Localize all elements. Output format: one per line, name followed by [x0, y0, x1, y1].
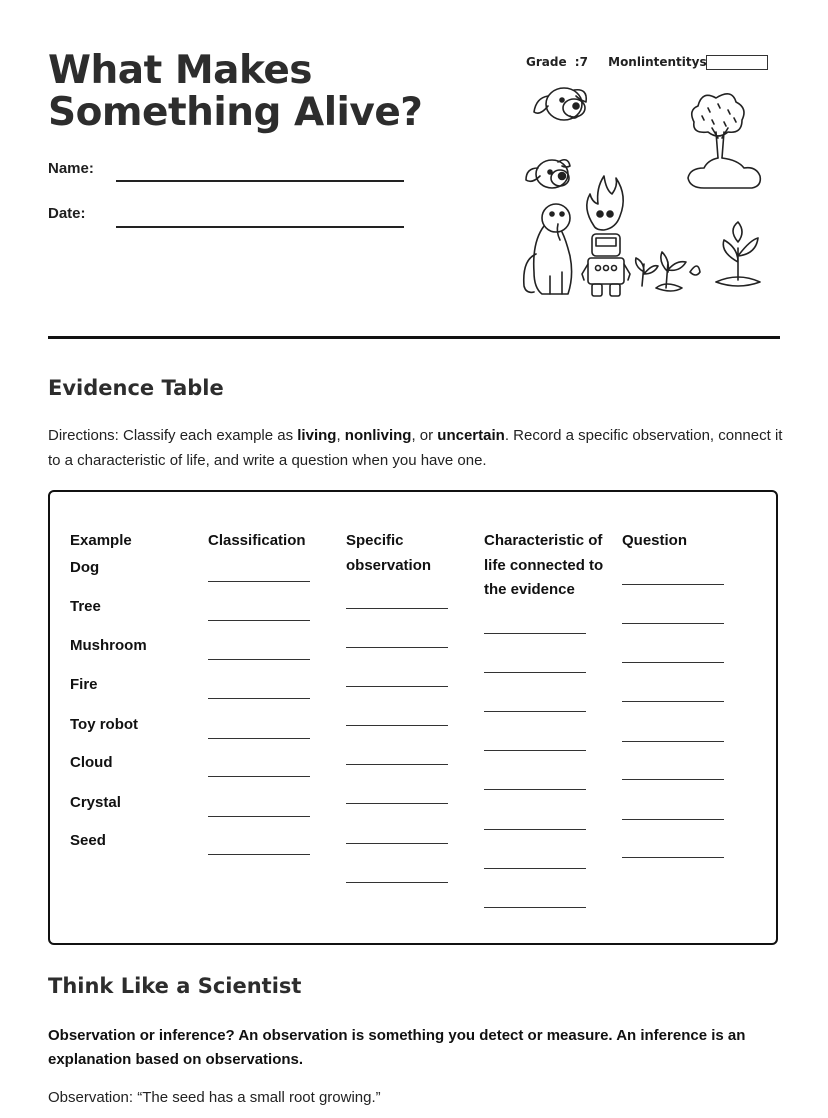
- grade-box[interactable]: [706, 55, 768, 70]
- header-divider: [48, 336, 780, 339]
- name-field[interactable]: [116, 180, 404, 182]
- evidence-heading: Evidence Table: [48, 376, 224, 400]
- grade-value: :7: [574, 55, 588, 69]
- example-item: Mushroom: [70, 637, 147, 654]
- question-blank[interactable]: [622, 819, 724, 820]
- sitting-dog-icon: [524, 204, 572, 294]
- characteristic-column: [484, 529, 610, 603]
- puppy-head-icon: [526, 160, 570, 188]
- classification-blank[interactable]: [208, 816, 310, 817]
- observation-blank[interactable]: [346, 725, 448, 726]
- observation-blank[interactable]: [346, 608, 448, 609]
- scientist-heading: Think Like a Scientist: [48, 974, 302, 998]
- observation-blank[interactable]: [346, 764, 448, 765]
- characteristic-blank[interactable]: [484, 789, 586, 790]
- name-label: Name:: [48, 160, 94, 177]
- question-blank[interactable]: [622, 662, 724, 663]
- observation-inference-prompt: Observation or inference? An observation is something you detect or measure. An inference is an explanation based on observations.: [48, 1027, 746, 1068]
- page-title: What Makes Something Alive?: [48, 48, 423, 135]
- column-header-classification: Classification: [208, 532, 306, 549]
- example-item: Cloud: [70, 754, 113, 771]
- column-header-question: Question: [622, 532, 688, 549]
- toy-robot-icon: [582, 234, 630, 296]
- example-item: Toy robot: [70, 716, 139, 733]
- date-field[interactable]: [116, 226, 404, 228]
- example-column: [70, 529, 195, 849]
- date-label: Date:: [48, 205, 86, 222]
- column-header-example: Example: [70, 532, 132, 549]
- sprout-icon: [636, 222, 760, 291]
- fire-icon: [587, 176, 623, 230]
- example-item: Fire: [70, 676, 98, 693]
- grade-row: [526, 55, 711, 69]
- question-blank[interactable]: [622, 779, 724, 780]
- classification-blank[interactable]: [208, 581, 310, 582]
- observation-blank[interactable]: [346, 647, 448, 648]
- tree-icon: [688, 94, 760, 188]
- column-header-observation: Specific observation: [346, 532, 432, 574]
- observation-statement: Observation: “The seed has a small root growing.”: [48, 1089, 381, 1106]
- classification-blank[interactable]: [208, 776, 310, 777]
- classification-column: [208, 529, 328, 554]
- observation-blank[interactable]: [346, 843, 448, 844]
- question-blank[interactable]: [622, 584, 724, 585]
- characteristic-blank[interactable]: [484, 672, 586, 673]
- question-blank[interactable]: [622, 741, 724, 742]
- classification-blank[interactable]: [208, 738, 310, 739]
- question-blank[interactable]: [622, 857, 724, 858]
- evidence-table: [48, 490, 778, 945]
- classification-blank[interactable]: [208, 698, 310, 699]
- question-blank[interactable]: [622, 623, 724, 624]
- directions-text: Directions: Classify each example as living, nonliving, or uncertain. Record a specific observation, connect it to a characteristic of life, and write a question when you have one.: [48, 427, 783, 469]
- characteristic-blank[interactable]: [484, 868, 586, 869]
- example-item: Dog: [70, 559, 100, 576]
- observation-column: [346, 529, 468, 578]
- classification-blank[interactable]: [208, 620, 310, 621]
- question-blank[interactable]: [622, 701, 724, 702]
- characteristic-blank[interactable]: [484, 633, 586, 634]
- column-header-characteristic: Characteristic of life connected to the evidence: [484, 532, 604, 598]
- grade-label: Grade: [526, 55, 567, 69]
- observation-blank[interactable]: [346, 882, 448, 883]
- extra-label: Monlintentitys: [608, 55, 707, 69]
- characteristic-blank[interactable]: [484, 711, 586, 712]
- observation-blank[interactable]: [346, 803, 448, 804]
- characteristic-blank[interactable]: [484, 750, 586, 751]
- characteristic-blank[interactable]: [484, 829, 586, 830]
- characteristic-blank[interactable]: [484, 907, 586, 908]
- example-item: Crystal: [70, 794, 121, 811]
- classification-blank[interactable]: [208, 659, 310, 660]
- question-column: [622, 529, 742, 554]
- example-item: Tree: [70, 598, 101, 615]
- classification-blank[interactable]: [208, 854, 310, 855]
- observation-blank[interactable]: [346, 686, 448, 687]
- example-item: Seed: [70, 832, 106, 849]
- illustration: [512, 76, 774, 302]
- dog-head-icon: [534, 88, 586, 120]
